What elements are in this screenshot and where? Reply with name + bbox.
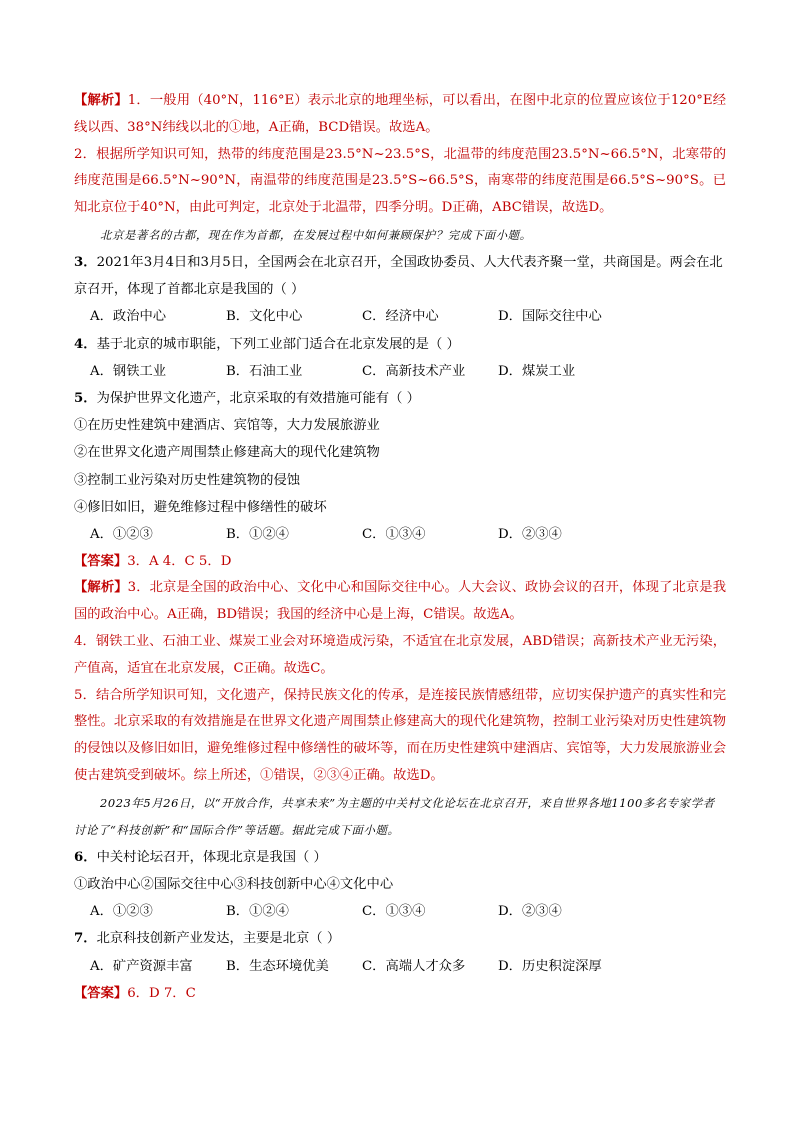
option-a: A．①②③ xyxy=(90,527,153,543)
question-5-options xyxy=(74,521,726,548)
option-a: A．矿产资源丰富 xyxy=(90,958,193,974)
question-5-item-1: ①在历史性建筑中建酒店、宾馆等，大力发展旅游业 xyxy=(74,418,380,434)
question-3 xyxy=(74,249,726,303)
analysis-1-item-1 xyxy=(74,88,726,142)
option-c: C．①③④ xyxy=(362,904,426,920)
answer-tag: 【答案】 xyxy=(74,985,128,1001)
option-b: B．①②④ xyxy=(226,527,289,543)
question-7-options xyxy=(74,953,726,980)
question-6-text: 中关村论坛召开，体现北京是我国（ ） xyxy=(96,849,327,865)
option-d: D．国际交往中心 xyxy=(498,309,602,325)
answer-1 xyxy=(74,548,726,575)
option-d: D．②③④ xyxy=(498,527,562,543)
option-d: D．煤炭工业 xyxy=(498,363,576,379)
option-d: D．②③④ xyxy=(498,904,562,920)
option-a: A．政治中心 xyxy=(90,309,167,325)
option-c: C．高端人才众多 xyxy=(362,958,466,974)
question-6-number: 6． xyxy=(74,849,97,865)
analysis-2-item-1 xyxy=(74,575,726,629)
question-stem-2: 2023年5月26日，以“开放合作，共享未来”为主题的中关村文化论坛在北京召开，来自世界各地1100多名专家学者讨论了“科技创新”和“国际合作”等话题。据此完成下面小题。 xyxy=(74,795,715,837)
option-a: A．钢铁工业 xyxy=(90,363,167,379)
option-b: B．文化中心 xyxy=(226,309,303,325)
question-5-item-4: ④修旧如旧，避免维修过程中修缮性的破坏 xyxy=(74,499,327,515)
answer-tag: 【答案】 xyxy=(74,554,128,570)
question-6-item-1: ①政治中心②国际交往中心③科技创新中心④文化中心 xyxy=(74,877,394,892)
option-b: B．生态环境优美 xyxy=(226,958,329,974)
question-5-text: 为保护世界文化遗产，北京采取的有效措施可能有（ ） xyxy=(96,391,420,406)
analysis-2-item-2: 4．钢铁工业、石油工业、煤炭工业会对环境造成污染，不适宜在北京发展，ABD错误；高新技术产业无污染，产值高，适宜在北京发展，C正确。故选C。 xyxy=(74,634,726,676)
question-5-number: 5． xyxy=(74,391,97,406)
analysis-tag: 【解析】 xyxy=(74,93,128,108)
option-c: C．①③④ xyxy=(362,527,426,543)
question-7-text: 北京科技创新产业发达，主要是北京（ ） xyxy=(96,931,341,947)
question-3-options xyxy=(74,303,726,330)
answer-1-text: 3．A 4．C 5．D xyxy=(127,554,232,570)
option-c: C．经济中心 xyxy=(362,309,439,325)
analysis-1-item-2: 2．根据所学知识可知，热带的纬度范围是23.5°N~23.5°S，北温带的纬度范围23.5°N~66.5°N，北寒带的纬度范围是66.5°N~90°N，南温带的纬度范围是23.5°S~66.5°S，南寒带的纬度范围是66.5°S~90°S。已知北京位于40°N，由此可判定，北京处于北温带，四季分明。D正确，ABC错误，故选D。 xyxy=(74,146,726,216)
question-4-text: 基于北京的城市职能，下列工业部门适合在北京发展的是（ ） xyxy=(96,336,460,352)
question-7-number: 7． xyxy=(74,931,97,947)
option-c: C．高新技术产业 xyxy=(362,363,466,379)
analysis-tag: 【解析】 xyxy=(74,580,128,596)
question-3-text: 2021年3月4日和3月5日，全国两会在北京召开，全国政协委员、人大代表齐聚一堂，共商国是。两会在北京召开，体现了首都北京是我国的（ ） xyxy=(74,254,723,298)
question-7 xyxy=(74,925,726,952)
question-4 xyxy=(74,331,726,358)
answer-2 xyxy=(74,980,726,1007)
question-6 xyxy=(74,844,726,871)
question-5 xyxy=(74,385,726,412)
answer-2-text: 6．D 7．C xyxy=(127,985,196,1001)
question-stem-1: 北京是著名的古都，现在作为首都，在发展过程中如何兼顾保护？完成下面小题。 xyxy=(100,227,532,242)
question-4-number: 4． xyxy=(74,336,97,352)
question-6-options xyxy=(74,898,726,925)
option-d: D．历史积淀深厚 xyxy=(498,958,602,974)
question-3-number: 3． xyxy=(74,254,97,270)
option-b: B．①②④ xyxy=(226,904,289,920)
option-a: A．①②③ xyxy=(90,904,153,920)
question-5-item-3: ③控制工业污染对历史性建筑物的侵蚀 xyxy=(74,472,301,488)
question-4-options xyxy=(74,358,726,385)
document-page xyxy=(74,88,726,1007)
question-5-item-2: ②在世界文化遗产周围禁止修建高大的现代化建筑物 xyxy=(74,445,380,461)
analysis-1-text-1: 1．一般用（40°N，116°E）表示北京的地理坐标，可以看出，在图中北京的位置应该位于120°E经线以西、38°N纬线以北的①地，A正确，BCD错误。故选A。 xyxy=(74,93,727,135)
analysis-2-text-1: 3．北京是全国的政治中心、文化中心和国际交往中心。人大会议、政协会议的召开，体现了北京是我国的政治中心。A正确，BD错误；我国的经济中心是上海，C错误。故选A。 xyxy=(74,580,727,623)
option-b: B．石油工业 xyxy=(226,363,303,379)
analysis-2-item-3: 5．结合所学知识可知，文化遗产，保持民族文化的传承，是连接民族情感纽带，应切实保护遗产的真实性和完整性。北京采取的有效措施是在世界文化遗产周围禁止修建高大的现代化建筑物，控制工业污染对历史性建筑物的侵蚀以及修旧如旧，避免维修过程中修缮性的破坏等，而在历史性建筑中建酒店、宾馆等，大力发展旅游业会使古建筑受到破坏。综上所述，①错误，②③④正确。故选D。 xyxy=(74,687,726,783)
